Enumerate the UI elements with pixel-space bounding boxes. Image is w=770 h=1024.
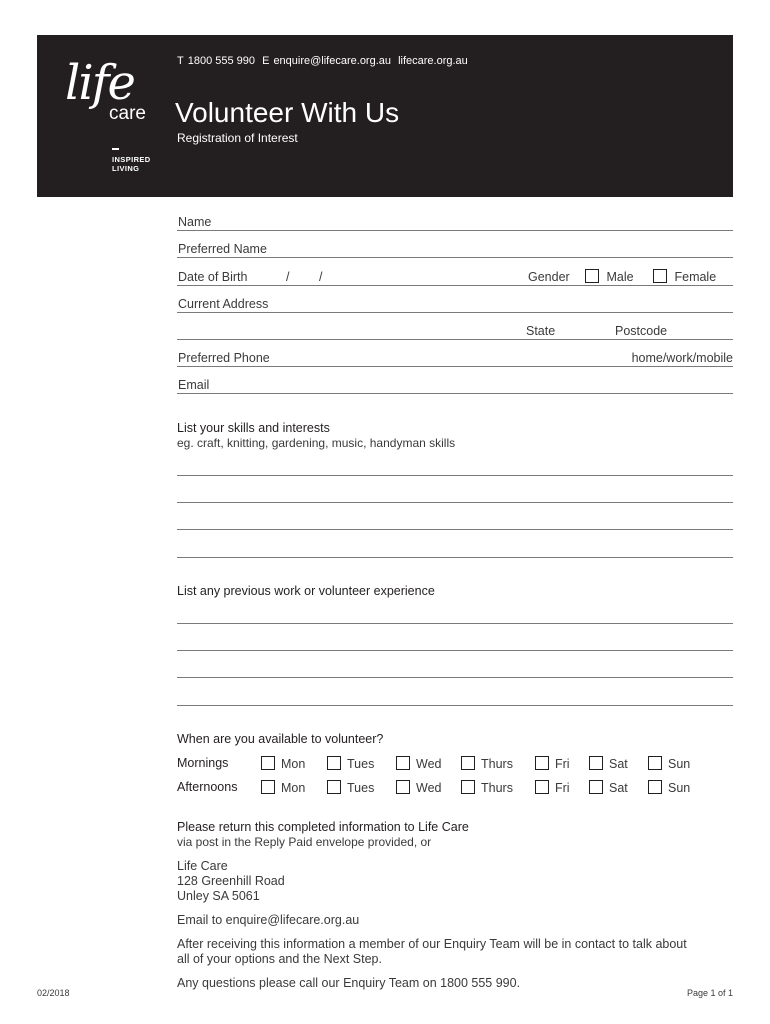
day-label: Sat — [609, 781, 628, 795]
checkbox[interactable] — [327, 780, 341, 794]
logo-tag-line-2: LIVING — [112, 164, 140, 173]
checkbox[interactable] — [396, 780, 410, 794]
logo-dash — [112, 148, 119, 150]
afternoons-sun[interactable] — [648, 780, 690, 795]
logo-word-life: life — [65, 55, 134, 111]
questions-line: Any questions please call our Enquiry Team on 1800 555 990. — [177, 976, 521, 990]
postcode-label: Postcode — [615, 324, 668, 338]
experience-line-4[interactable] — [177, 705, 733, 706]
male-checkbox[interactable] — [585, 269, 599, 283]
day-label: Thurs — [481, 781, 513, 795]
mornings-sun[interactable] — [648, 756, 690, 771]
address-line-3: Unley SA 5061 — [177, 889, 260, 903]
name-label: Name — [178, 215, 212, 229]
state-postcode-row[interactable] — [177, 323, 733, 340]
availability-heading: When are you available to volunteer? — [177, 732, 384, 746]
name-field[interactable] — [177, 214, 733, 231]
checkbox[interactable] — [396, 756, 410, 770]
mornings-sat[interactable] — [589, 756, 628, 771]
day-label: Wed — [416, 781, 442, 795]
afternoons-fri[interactable] — [535, 780, 570, 795]
gender-label: Gender — [528, 270, 570, 284]
experience-line-2[interactable] — [177, 650, 733, 651]
contact-web[interactable]: lifecare.org.au — [398, 55, 468, 67]
contact-email[interactable]: enquire@lifecare.org.au — [273, 55, 392, 67]
preferred-phone-field[interactable] — [177, 350, 733, 367]
page-header — [37, 35, 733, 197]
afternoons-wed[interactable] — [396, 780, 441, 795]
contact-details — [177, 55, 472, 67]
return-address — [177, 859, 285, 904]
state-label: State — [526, 324, 556, 338]
checkbox[interactable] — [261, 756, 275, 770]
dob-separator-2: / — [319, 270, 323, 284]
skills-line-1[interactable] — [177, 475, 733, 476]
checkbox[interactable] — [589, 756, 603, 770]
experience-line-1[interactable] — [177, 623, 733, 624]
afternoons-row — [177, 780, 733, 798]
return-heading: Please return this completed information to Life Care — [177, 820, 469, 834]
checkbox[interactable] — [535, 756, 549, 770]
checkbox[interactable] — [261, 780, 275, 794]
page-subtitle: Registration of Interest — [177, 131, 298, 145]
mornings-mon[interactable] — [261, 756, 305, 771]
after-line-1: After receiving this information a member of our Enquiry Team will be in contact to talk about — [177, 937, 687, 951]
footer-date: 02/2018 — [37, 988, 70, 998]
day-label: Sun — [668, 781, 691, 795]
current-address-field[interactable] — [177, 296, 733, 313]
return-via-post: via post in the Reply Paid envelope provided, or — [177, 835, 432, 849]
day-label: Tues — [347, 757, 375, 771]
male-label: Male — [606, 270, 634, 284]
dob-separator-1: / — [286, 270, 290, 284]
life-care-logo — [65, 55, 165, 179]
afternoons-sat[interactable] — [589, 780, 628, 795]
logo-tag-line-1: INSPIRED — [112, 155, 151, 164]
day-label: Sun — [668, 757, 691, 771]
current-address-label: Current Address — [178, 297, 269, 311]
checkbox[interactable] — [461, 756, 475, 770]
checkbox[interactable] — [648, 780, 662, 794]
mornings-fri[interactable] — [535, 756, 570, 771]
mornings-label: Mornings — [177, 756, 229, 770]
afternoons-label: Afternoons — [177, 780, 238, 794]
day-label: Sat — [609, 757, 628, 771]
day-label: Fri — [555, 757, 570, 771]
dob-label: Date of Birth — [178, 270, 248, 284]
day-label: Mon — [281, 781, 306, 795]
mornings-thurs[interactable] — [461, 756, 513, 771]
email-prefix: E — [262, 55, 270, 67]
skills-line-2[interactable] — [177, 502, 733, 503]
preferred-name-field[interactable] — [177, 241, 733, 258]
checkbox[interactable] — [535, 780, 549, 794]
logo-word-care: care — [109, 103, 146, 124]
dob-gender-row — [177, 269, 733, 286]
email-label: Email — [178, 378, 210, 392]
female-label: Female — [674, 270, 717, 284]
phone-prefix: T — [177, 55, 184, 67]
day-label: Thurs — [481, 757, 513, 771]
after-receiving — [177, 937, 687, 967]
skills-example: eg. craft, knitting, gardening, music, handyman skills — [177, 436, 456, 450]
email-field[interactable] — [177, 377, 733, 394]
mornings-tues[interactable] — [327, 756, 374, 771]
page-title: Volunteer With Us — [175, 97, 400, 128]
address-line-2: 128 Greenhill Road — [177, 874, 285, 888]
checkbox[interactable] — [589, 780, 603, 794]
footer-page: Page 1 of 1 — [687, 988, 734, 998]
day-label: Fri — [555, 781, 570, 795]
afternoons-tues[interactable] — [327, 780, 374, 795]
experience-line-3[interactable] — [177, 677, 733, 678]
day-label: Mon — [281, 757, 306, 771]
checkbox[interactable] — [648, 756, 662, 770]
address-line-1: Life Care — [177, 859, 228, 873]
contact-phone: 1800 555 990 — [187, 55, 256, 67]
afternoons-thurs[interactable] — [461, 780, 513, 795]
afternoons-mon[interactable] — [261, 780, 305, 795]
day-label: Tues — [347, 781, 375, 795]
logo-tagline — [112, 155, 151, 173]
experience-heading: List any previous work or volunteer experience — [177, 584, 435, 598]
checkbox[interactable] — [327, 756, 341, 770]
preferred-name-label: Preferred Name — [178, 242, 267, 256]
checkbox[interactable] — [461, 780, 475, 794]
mornings-row — [177, 756, 733, 774]
gender-female-option[interactable] — [653, 269, 716, 284]
skills-line-4[interactable] — [177, 557, 733, 558]
skills-line-3[interactable] — [177, 529, 733, 530]
mornings-wed[interactable] — [396, 756, 441, 771]
after-line-2: all of your options and the Next Step. — [177, 952, 382, 966]
day-label: Wed — [416, 757, 442, 771]
phone-hint: home/work/mobile — [631, 351, 733, 365]
preferred-phone-label: Preferred Phone — [178, 351, 270, 365]
female-checkbox[interactable] — [653, 269, 667, 283]
skills-heading: List your skills and interests — [177, 421, 330, 435]
return-email: Email to enquire@lifecare.org.au — [177, 913, 360, 927]
gender-male-option[interactable] — [585, 269, 634, 284]
